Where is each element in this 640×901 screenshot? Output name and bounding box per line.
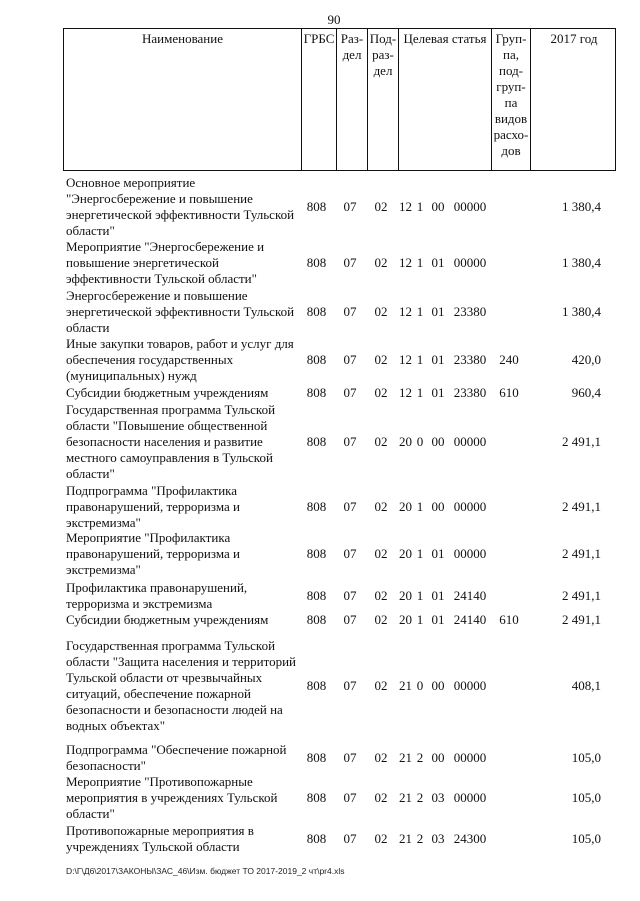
row-cs-direction: 00000 xyxy=(453,546,487,561)
row-cs-subprogram: 1 xyxy=(416,385,424,400)
row-cs-subprogram: 0 xyxy=(416,677,424,693)
row-podrazdel: 02 xyxy=(374,612,388,627)
row-podrazdel: 02 xyxy=(374,587,388,603)
row-cs-subprogram: 1 xyxy=(416,352,424,367)
row-cs-program: 20 xyxy=(399,587,412,603)
row-cs-program: 20 xyxy=(399,612,412,627)
row-razdel: 07 xyxy=(343,790,357,805)
row-grbs: 808 xyxy=(306,304,327,319)
table-row xyxy=(63,741,616,774)
row-razdel: 07 xyxy=(343,587,357,603)
row-vid xyxy=(491,530,527,578)
row-podrazdel: 02 xyxy=(374,546,388,561)
row-amount: 2 491,1 xyxy=(562,587,601,603)
row-cs-direction: 00000 xyxy=(453,677,487,693)
row-cs-direction: 00000 xyxy=(453,434,487,449)
row-grbs: 808 xyxy=(306,749,327,765)
row-grbs: 808 xyxy=(306,677,327,693)
table-row xyxy=(63,611,616,629)
table-row xyxy=(63,384,616,402)
row-grbs: 808 xyxy=(306,255,327,270)
row-cs-event: 01 xyxy=(431,587,445,603)
row-amount: 105,0 xyxy=(571,749,601,765)
row-cs-event: 01 xyxy=(431,385,445,400)
row-cs-event: 01 xyxy=(431,255,445,270)
row-cs-subprogram: 2 xyxy=(416,790,424,805)
row-podrazdel: 02 xyxy=(374,199,388,214)
row-amount: 408,1 xyxy=(571,677,601,693)
header-razdel: Раз- дел xyxy=(336,29,367,170)
row-cs-direction: 24140 xyxy=(453,612,487,627)
row-name: Мероприятие "Профилактика правонарушений, терроризма и экстремизма" xyxy=(66,530,240,577)
row-cs-event: 01 xyxy=(431,352,445,367)
row-cs-direction: 23380 xyxy=(453,352,487,367)
header-celevaya-statya: Целевая статья xyxy=(398,29,491,170)
table-row xyxy=(63,774,616,822)
row-name: Подпрограмма "Профилактика правонарушений, терроризма и экстремизма" xyxy=(66,483,240,530)
row-razdel: 07 xyxy=(343,352,357,367)
row-razdel: 07 xyxy=(343,546,357,561)
row-podrazdel: 02 xyxy=(374,385,388,400)
row-razdel: 07 xyxy=(343,499,357,514)
row-amount: 105,0 xyxy=(571,790,601,805)
row-vid xyxy=(491,579,527,612)
row-podrazdel: 02 xyxy=(374,790,388,805)
row-amount: 420,0 xyxy=(571,352,601,367)
row-cs-event: 00 xyxy=(431,749,445,765)
row-cs-direction: 00000 xyxy=(453,199,487,214)
row-razdel: 07 xyxy=(343,199,357,214)
row-vid: 240 xyxy=(499,352,519,367)
row-name: Противопожарные мероприятия в учреждениях Тульской области xyxy=(66,823,254,854)
row-cs-event: 00 xyxy=(431,199,445,214)
row-vid: 610 xyxy=(499,612,519,627)
row-name: Субсидии бюджетным учреждениям xyxy=(66,612,269,627)
row-vid xyxy=(491,483,527,531)
row-cs-program: 12 xyxy=(399,199,412,214)
row-cs-subprogram: 1 xyxy=(416,546,424,561)
row-name: Государственная программа Тульской области "Повышение общественной безопасности населения и развитие местного самоуправления в Тульской области" xyxy=(66,402,276,481)
table-row xyxy=(63,288,616,336)
table-row xyxy=(63,336,616,384)
row-cs-program: 12 xyxy=(399,255,412,270)
row-podrazdel: 02 xyxy=(374,831,388,846)
row-cs-program: 21 xyxy=(399,677,412,693)
table-row xyxy=(63,637,616,734)
row-cs-program: 20 xyxy=(399,499,412,514)
row-razdel: 07 xyxy=(343,749,357,765)
row-cs-direction: 23380 xyxy=(453,304,487,319)
row-amount: 2 491,1 xyxy=(562,499,601,514)
row-cs-subprogram: 2 xyxy=(416,831,424,846)
row-grbs: 808 xyxy=(306,434,327,449)
row-podrazdel: 02 xyxy=(374,749,388,765)
row-grbs: 808 xyxy=(306,385,327,400)
row-name: Энергосбережение и повышение энергетической эффективности Тульской области xyxy=(66,288,295,335)
row-name: Основное мероприятие "Энергосбережение и повышение энергетической эффективности Тульской области" xyxy=(66,175,295,238)
header-vid-raskhodov: Груп- па, под- груп- па видов расхо- дов xyxy=(491,29,530,170)
row-cs-subprogram: 1 xyxy=(416,612,424,627)
row-name: Иные закупки товаров, работ и услуг для обеспечения государственных (муниципальных) нужд xyxy=(66,336,294,383)
row-cs-program: 12 xyxy=(399,352,412,367)
row-razdel: 07 xyxy=(343,304,357,319)
row-vid xyxy=(491,239,527,287)
row-vid xyxy=(491,637,527,734)
row-name: Мероприятие "Энергосбережение и повышение энергетической эффективности Тульской области" xyxy=(66,239,265,286)
table-row xyxy=(63,483,616,531)
row-cs-program: 12 xyxy=(399,385,412,400)
row-amount: 2 491,1 xyxy=(562,612,601,627)
row-cs-subprogram: 1 xyxy=(416,587,424,603)
row-cs-event: 03 xyxy=(431,831,445,846)
row-cs-subprogram: 1 xyxy=(416,199,424,214)
row-cs-program: 21 xyxy=(399,749,412,765)
row-razdel: 07 xyxy=(343,612,357,627)
header-grbs: ГРБС xyxy=(301,29,336,170)
row-cs-subprogram: 1 xyxy=(416,499,424,514)
row-grbs: 808 xyxy=(306,546,327,561)
row-podrazdel: 02 xyxy=(374,255,388,270)
row-cs-direction: 00000 xyxy=(453,255,487,270)
row-cs-direction: 00000 xyxy=(453,499,487,514)
row-amount: 960,4 xyxy=(571,385,601,400)
row-grbs: 808 xyxy=(306,499,327,514)
row-cs-event: 01 xyxy=(431,546,445,561)
row-amount: 1 380,4 xyxy=(562,304,601,319)
row-cs-program: 12 xyxy=(399,304,412,319)
row-razdel: 07 xyxy=(343,831,357,846)
row-cs-direction: 23380 xyxy=(453,385,487,400)
row-vid: 610 xyxy=(499,385,519,400)
row-cs-direction: 24140 xyxy=(453,587,487,603)
file-path-footer: D:\Г\Д6\2017\ЗАКОНЫ\ЗАС_46\Изм. бюджет ТО 2017-2019_2 чт\pr4.xls xyxy=(66,866,345,876)
row-cs-direction: 00000 xyxy=(453,790,487,805)
row-grbs: 808 xyxy=(306,587,327,603)
row-name: Государственная программа Тульской области "Защита населения и территорий Тульской области от чрезвычайных ситуаций, обеспечение пожарной безопасности и безопасности людей на водных объектах" xyxy=(66,637,296,733)
row-vid xyxy=(491,175,527,239)
row-cs-program: 20 xyxy=(399,434,412,449)
row-podrazdel: 02 xyxy=(374,499,388,514)
table-row xyxy=(63,175,616,239)
row-vid xyxy=(491,741,527,774)
row-podrazdel: 02 xyxy=(374,434,388,449)
header-year: 2017 год xyxy=(530,29,617,170)
row-name: Профилактика правонарушений, терроризма и экстремизма xyxy=(66,579,248,611)
row-name: Подпрограмма "Обеспечение пожарной безопасности" xyxy=(66,741,287,773)
row-cs-program: 20 xyxy=(399,546,412,561)
row-cs-event: 00 xyxy=(431,499,445,514)
row-razdel: 07 xyxy=(343,385,357,400)
row-amount: 1 380,4 xyxy=(562,255,601,270)
row-cs-direction: 00000 xyxy=(453,749,487,765)
row-name: Мероприятие "Противопожарные мероприятия в учреждениях Тульской области" xyxy=(66,774,278,821)
row-razdel: 07 xyxy=(343,677,357,693)
row-grbs: 808 xyxy=(306,790,327,805)
page-number: 90 xyxy=(327,12,341,27)
row-cs-event: 00 xyxy=(431,677,445,693)
table-row xyxy=(63,530,616,578)
row-amount: 2 491,1 xyxy=(562,546,601,561)
table-row xyxy=(63,239,616,287)
row-cs-program: 21 xyxy=(399,831,412,846)
row-cs-program: 21 xyxy=(399,790,412,805)
row-amount: 105,0 xyxy=(571,831,601,846)
row-amount: 1 380,4 xyxy=(562,199,601,214)
row-name: Субсидии бюджетным учреждениям xyxy=(66,385,269,400)
row-cs-event: 00 xyxy=(431,434,445,449)
row-vid xyxy=(491,401,527,483)
row-cs-subprogram: 2 xyxy=(416,749,424,765)
header-podrazdel: Под- раз- дел xyxy=(367,29,398,170)
row-grbs: 808 xyxy=(306,831,327,846)
row-amount: 2 491,1 xyxy=(562,434,601,449)
row-podrazdel: 02 xyxy=(374,304,388,319)
table-header xyxy=(63,28,616,171)
row-cs-direction: 24300 xyxy=(453,831,487,846)
row-grbs: 808 xyxy=(306,199,327,214)
header-name: Наименование xyxy=(142,31,223,46)
row-razdel: 07 xyxy=(343,434,357,449)
row-cs-subprogram: 1 xyxy=(416,255,424,270)
row-cs-subprogram: 1 xyxy=(416,304,424,319)
row-razdel: 07 xyxy=(343,255,357,270)
row-cs-event: 01 xyxy=(431,612,445,627)
table-row xyxy=(63,822,616,856)
row-podrazdel: 02 xyxy=(374,352,388,367)
row-vid xyxy=(491,822,527,856)
row-cs-event: 01 xyxy=(431,304,445,319)
row-grbs: 808 xyxy=(306,612,327,627)
row-podrazdel: 02 xyxy=(374,677,388,693)
row-vid xyxy=(491,774,527,822)
table-row xyxy=(63,401,616,483)
row-vid xyxy=(491,288,527,336)
row-cs-event: 03 xyxy=(431,790,445,805)
row-grbs: 808 xyxy=(306,352,327,367)
row-cs-subprogram: 0 xyxy=(416,434,424,449)
table-row xyxy=(63,579,616,612)
